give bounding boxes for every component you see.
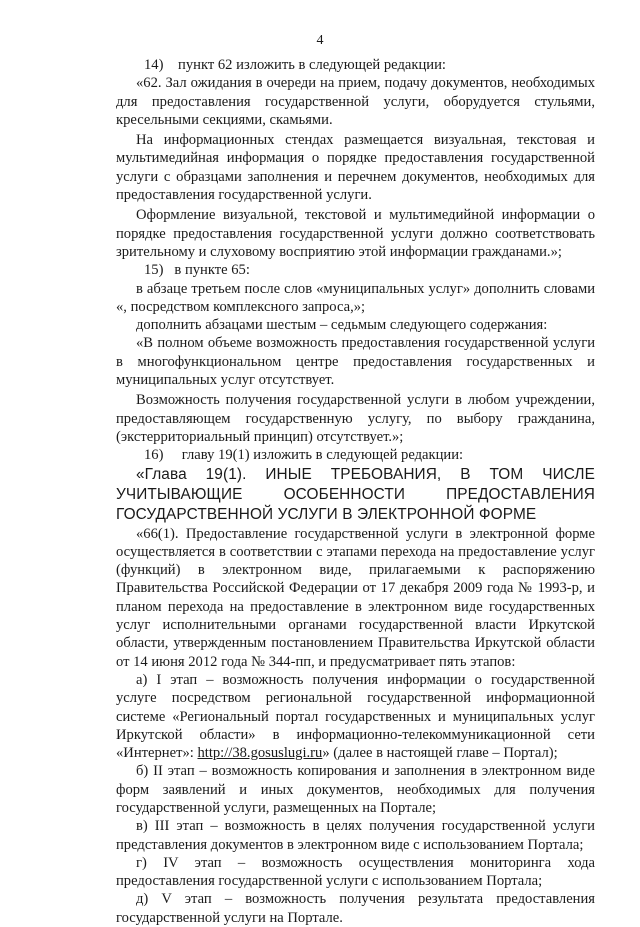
stage-d: г) IV этап – возможность осуществления мониторинга хода предоставления государственной услуги с использованием Портала;	[116, 854, 595, 890]
item-16: 16) главу 19(1) изложить в следующей редакции:	[144, 447, 464, 464]
portal-link[interactable]: http://38.gosuslugi.ru	[197, 745, 323, 762]
paragraph-66-1: «66(1). Предоставление государственной услуги в электронной форме осуществляется в соответствии с этапами перехода на предоставление услуг (функций) в электронном виде, прилагаемыми к распоряжению Правительства Российской Федерации от 17 декабря 2009 года № 1993-р, и планом перехода на предоставление в электронном виде государственных услуг исполнительными органами государственной власти Иркутской области, утвержденным постановлением Правительства Иркутской области от 14 июня 2012 года № 344-пп, и предусматривает пять этапов:	[116, 525, 595, 670]
stage-c: в) III этап – возможность в целях получения государственной услуги представления документов в электронном виде с использованием Портала;	[116, 818, 595, 853]
stage-a-text: а) I этап – возможность получения информации о государственной услуге посредством региональной государственной информационной системе «Региональный портал государственных и муниципальных услуг Иркутской области» в информационно-телекоммуникационной сети «Интернет»:	[116, 671, 595, 762]
stage-e: д) V этап – возможность получения результата предоставления государственной услуги на Портале.	[116, 891, 595, 926]
stage-a	[116, 671, 595, 762]
item-14: 14) пункт 62 изложить в следующей редакции:	[144, 57, 446, 73]
paragraph-info-design: Оформление визуальной, текстовой и мультимедийной информации о порядке предоставления государственной услуги должно соответствовать зрительному и слуховому восприятию этой информации гражданами.»;	[116, 207, 595, 260]
page-number: 4	[316, 33, 324, 48]
paragraph-extraterritorial: Возможность получения государственной услуги в любом учреждении, предоставляющем государственную услугу, по выбору гражданина, (экстерриториальный принцип) отсутствует.»;	[116, 392, 595, 445]
paragraph-mfc: «В полном объеме возможность предоставления государственной услуги в многофункциональном центре предоставления государственных и муниципальных услуг отсутствует.	[116, 335, 595, 389]
paragraph-62: «62. Зал ожидания в очереди на прием, подачу документов, необходимых для предоставления государственной услуги, оборудуется стульями, кресельными секциями, скамьями.	[116, 75, 595, 128]
paragraph-abzac-3: в абзаце третьем после слов «муниципальных услуг» дополнить словами «, посредством комплексного запроса,»;	[116, 280, 595, 315]
item-15: 15) в пункте 65:	[144, 262, 250, 279]
stage-a-tail: » (далее в настоящей главе – Портал);	[322, 745, 558, 762]
paragraph-add-abzac: дополнить абзацами шестым – седьмым следующего содержания:	[136, 317, 548, 334]
document-body	[116, 56, 595, 927]
paragraph-info-stands: На информационных стендах размещается визуальная, текстовая и мультимедийная информация о порядке предоставления государственной услуги с образцами заполнения и перечнем документов, необходимых для предоставления государственной услуги.	[116, 132, 595, 204]
stage-b: б) II этап – возможность копирования и заполнения в электронном виде форм заявлений и иных документов, необходимых для получения государственной услуги, размещенных на Портале;	[116, 763, 595, 816]
chapter-heading: «Глава 19(1). ИНЫЕ ТРЕБОВАНИЯ, В ТОМ ЧИСЛЕ УЧИТЫВАЮЩИЕ ОСОБЕННОСТИ ПРЕДОСТАВЛЕНИЯ ГОСУДАРСТВЕННОЙ УСЛУГИ В ЭЛЕКТРОННОЙ ФОРМЕ	[116, 465, 595, 523]
